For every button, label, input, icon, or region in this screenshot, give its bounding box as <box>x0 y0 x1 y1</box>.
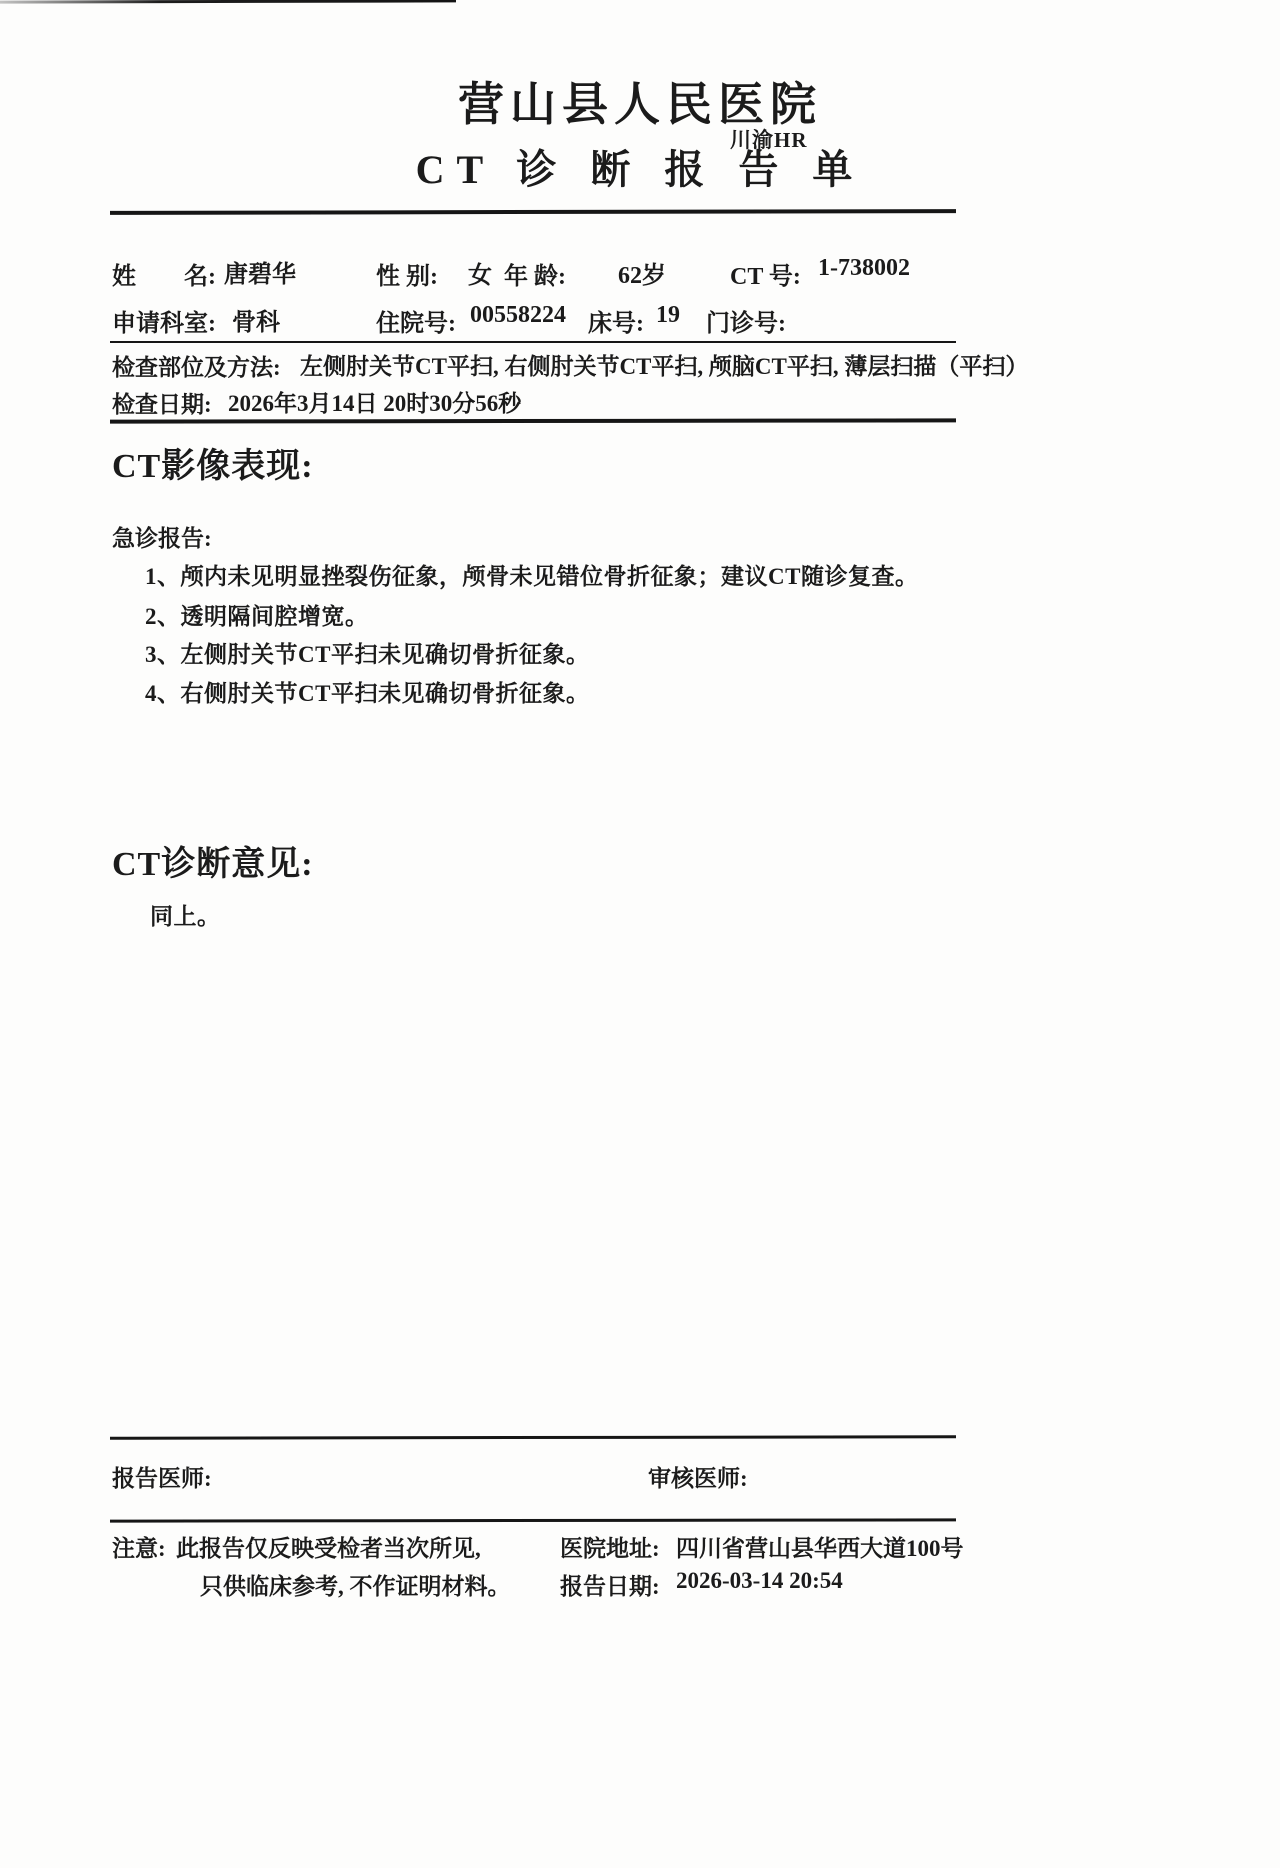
ct-number-value: 1-738002 <box>818 255 910 281</box>
department-value: 骨科 <box>232 310 280 336</box>
divider-doctor <box>110 1435 956 1439</box>
hospital-address-label: 医院地址: <box>560 1536 660 1561</box>
divider-patient-exam <box>110 341 956 343</box>
age-label: 年 龄: <box>504 264 566 290</box>
divider-notice <box>110 1518 956 1522</box>
divider-impression-scan-artifact <box>0 0 456 4</box>
patient-name-value: 唐碧华 <box>224 262 296 288</box>
report-doctor-label: 报告医师: <box>112 1466 212 1491</box>
report-title: CT 诊 断 报 告 单 <box>415 147 865 192</box>
divider-exam-findings <box>110 418 956 423</box>
finding-item: 2、透明隔间腔增宽。 <box>145 604 369 629</box>
bed-number-value: 19 <box>656 302 680 328</box>
finding-item: 3、左侧肘关节CT平扫未见确切骨折征象。 <box>145 642 590 667</box>
impression-section-title: CT诊断意见: <box>112 846 314 883</box>
department-label: 申请科室: <box>112 311 216 337</box>
region-stamp: 川渝HR <box>730 128 808 152</box>
age-value: 62岁 <box>618 263 666 289</box>
exam-method-value: 左侧肘关节CT平扫, 右侧肘关节CT平扫, 颅脑CT平扫, 薄层扫描（平扫） <box>300 354 1029 379</box>
report-date-value: 2026-03-14 20:54 <box>676 1568 843 1593</box>
outpatient-number-label: 门诊号: <box>706 311 786 337</box>
patient-name-label: 姓 名: <box>112 264 216 290</box>
notice-label: 注意: <box>112 1536 166 1561</box>
report-date-label: 报告日期: <box>560 1574 660 1599</box>
exam-date-value: 2026年3月14日 20时30分56秒 <box>228 391 522 416</box>
admission-number-value: 00558224 <box>470 302 566 328</box>
gender-value: 女 <box>468 263 492 289</box>
exam-method-label: 检查部位及方法: <box>112 355 281 380</box>
hospital-name: 营山县人民医院 <box>458 79 822 130</box>
bed-number-label: 床号: <box>588 311 644 337</box>
ct-number-label: CT 号: <box>730 264 801 290</box>
notice-line-1: 此报告仅反映受检者当次所见, <box>176 1536 481 1561</box>
admission-number-label: 住院号: <box>376 311 456 337</box>
findings-subtitle: 急诊报告: <box>112 526 212 551</box>
finding-item: 4、右侧肘关节CT平扫未见确切骨折征象。 <box>145 681 590 706</box>
divider-header <box>110 209 956 215</box>
findings-section-title: CT影像表现: <box>112 448 314 485</box>
impression-text: 同上。 <box>150 904 221 929</box>
notice-line-2: 只供临床参考, 不作证明材料。 <box>200 1574 511 1599</box>
finding-item: 1、颅内未见明显挫裂伤征象，颅骨未见错位骨折征象；建议CT随诊复查。 <box>145 564 919 589</box>
exam-date-label: 检查日期: <box>112 392 212 417</box>
hospital-address-value: 四川省营山县华西大道100号 <box>676 1536 964 1561</box>
gender-label: 性 别: <box>376 264 438 290</box>
review-doctor-label: 审核医师: <box>648 1466 748 1491</box>
